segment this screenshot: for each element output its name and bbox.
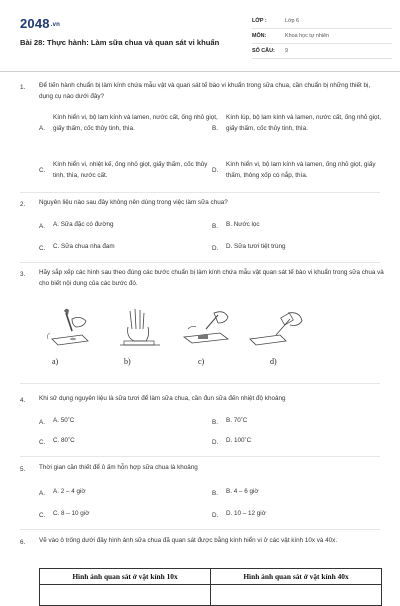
question-6-number: 6.	[20, 539, 26, 546]
step-b-coverslip-picture	[110, 305, 170, 351]
logo-main: 2048	[20, 16, 50, 31]
question-5-number: 5.	[20, 466, 26, 473]
header-divider	[0, 71, 400, 72]
q5-option-a-text[interactable]: A. 2 – 4 giờ	[53, 488, 86, 495]
question-1-number: 1.	[20, 84, 26, 91]
question-3-number: 3.	[20, 271, 26, 278]
question-5-text: Thời gian cần thiết để ủ ấm hỗn hợp sữa chua là khoảng	[39, 464, 198, 471]
lesson-title: Bài 28: Thực hành: Làm sữa chua và quan sát vi khuẩn	[20, 38, 220, 47]
q4-option-a-letter: A.	[39, 419, 45, 426]
q5-option-b-letter: B.	[212, 490, 218, 497]
q4-option-a-text[interactable]: A. 50˚C	[53, 417, 75, 424]
q2-option-d-text[interactable]: D. Sữa tươi tiệt trùng	[226, 243, 286, 250]
question-divider	[20, 192, 380, 193]
q1-option-b-text[interactable]: Kính lúp, bộ lam kính và lamen, nước cất, ống nhỏ giọt, giấy thấm, cốc thủy tinh, thìa.	[226, 114, 382, 132]
drawing-cell-10x[interactable]	[40, 585, 211, 606]
meta-class-label: LỚP :	[252, 18, 267, 24]
q1-option-d-letter: D.	[212, 167, 219, 174]
q2-option-a-text[interactable]: A. Sữa đặc có đường	[53, 221, 114, 228]
step-a-dropper-picture	[42, 305, 102, 351]
question-divider	[20, 262, 380, 263]
q5-option-a-letter: A.	[39, 490, 45, 497]
step-a-label: a)	[52, 357, 59, 366]
table-header-10x: Hình ảnh quan sát ở vật kính 10x	[40, 569, 211, 585]
meta-class	[252, 16, 392, 29]
q2-option-c-letter: C.	[39, 245, 46, 252]
q4-option-c-text[interactable]: C. 80˚C	[53, 437, 75, 444]
q4-option-b-text[interactable]: B. 70˚C	[226, 417, 248, 424]
question-3-text: Hãy sắp xếp các hình sau theo đúng các bước chuẩn bị làm kính chứa mẫu vật quan sát tế bào vi khuẩn trong sữa chua và cho biết nội dung của các bước đó.	[39, 269, 384, 287]
question-2-text: Nguyên liệu nào sau đây không nên dùng trong việc làm sữa chua?	[39, 199, 228, 206]
question-1-text: Để tiến hành chuẩn bị làm kính chứa mẫu vật và quan sát tế bào vi khuẩn trong sữa chua, cần chuẩn bị những thiết bị, dụng cụ nào dưới đây?	[39, 82, 371, 100]
question-4-number: 4.	[20, 397, 26, 404]
q1-option-a-text[interactable]: Kính hiển vi, bộ lam kính và lamen, nước cất, ống nhỏ giọt, giấy thấm, cốc thủy tinh, thìa.	[53, 114, 218, 132]
q5-option-d-letter: D.	[212, 512, 219, 519]
q1-option-c-text[interactable]: Kính hiển vi, nhiệt kế, ống nhỏ giọt, giấy thấm, cốc thủy tinh, thìa, nước cất.	[53, 161, 208, 179]
meta-class-value: Lớp 6	[285, 18, 300, 24]
meta-subject	[252, 31, 392, 44]
q4-option-d-letter: D.	[212, 439, 219, 446]
meta-subject-value: Khoa học tự nhiên	[285, 33, 330, 39]
q2-option-b-text[interactable]: B. Nước lọc	[226, 221, 260, 228]
question-6-text: Vẽ vào ô trống dưới đây hình ảnh sữa chua đã quan sát được bằng kính hiển vi ở các vật kính 10x và 40x.	[39, 537, 338, 544]
q5-option-d-text[interactable]: D. 10 – 12 giờ	[226, 510, 266, 517]
question-divider	[20, 529, 380, 530]
step-d-label: d)	[270, 357, 277, 366]
step-c-label: c)	[198, 357, 205, 366]
q1-option-b-letter: B.	[212, 125, 218, 132]
q4-option-d-text[interactable]: D. 100˚C	[226, 437, 252, 444]
step-d-blotting-picture	[246, 305, 306, 351]
step-c-smear-picture	[178, 305, 238, 351]
meta-count	[252, 46, 392, 59]
q2-option-c-text[interactable]: C. Sữa chua nha đam	[53, 243, 115, 250]
q1-option-a-letter: A.	[39, 125, 45, 132]
table-header-40x: Hình ảnh quan sát ở vật kính 40x	[211, 569, 382, 585]
q2-option-b-letter: B.	[212, 223, 218, 230]
question-4-text: Khi sử dụng nguyên liệu là sữa tươi để làm sữa chua, cần đun sữa đến nhiệt độ khoảng	[39, 395, 286, 402]
site-logo[interactable]	[20, 16, 60, 31]
q2-option-d-letter: D.	[212, 245, 219, 252]
q2-option-a-letter: A.	[39, 223, 45, 230]
question-divider	[20, 383, 380, 384]
question-divider	[20, 456, 380, 457]
meta-count-value: 9	[285, 48, 288, 54]
observation-table	[39, 568, 382, 606]
q5-option-c-letter: C.	[39, 512, 46, 519]
question-2-number: 2.	[20, 201, 26, 208]
q1-option-c-letter: C.	[39, 167, 46, 174]
q5-option-c-text[interactable]: C. 8 – 10 giờ	[53, 510, 90, 517]
q4-option-c-letter: C.	[39, 439, 46, 446]
meta-count-label: SỐ CÂU:	[252, 48, 275, 54]
q4-option-b-letter: B.	[212, 419, 218, 426]
step-b-label: b)	[124, 357, 131, 366]
drawing-cell-40x[interactable]	[211, 585, 382, 606]
logo-tld: .vn	[50, 22, 61, 28]
meta-subject-label: MÔN:	[252, 33, 267, 39]
q5-option-b-text[interactable]: B. 4 – 6 giờ	[226, 488, 259, 495]
q1-option-d-text[interactable]: Kính hiển vi, bộ lam kính và lamen, ống nhỏ giọt, giấy thấm, thông xốp có nắp, thìa.	[226, 161, 376, 179]
